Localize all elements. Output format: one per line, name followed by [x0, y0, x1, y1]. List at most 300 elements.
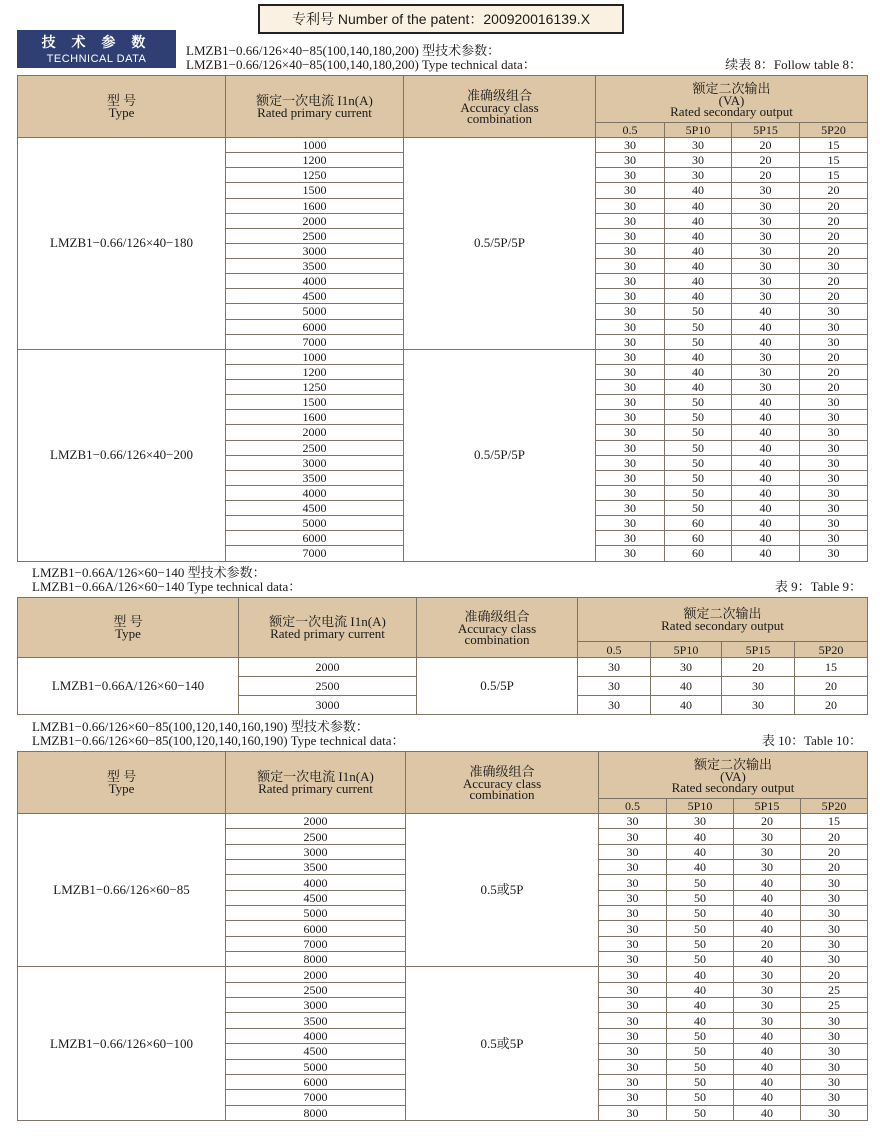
- output-cell: 30: [596, 546, 665, 561]
- output-cell: 30: [599, 875, 667, 890]
- output-cell: 30: [801, 906, 868, 921]
- output-cell: 20: [800, 243, 868, 258]
- current-cell: 1500: [226, 395, 404, 410]
- output-cell: 30: [596, 425, 665, 440]
- current-cell: 8000: [226, 952, 406, 967]
- output-cell: 50: [665, 425, 732, 440]
- output-cell: 30: [599, 844, 667, 859]
- output-cell: 40: [732, 516, 800, 531]
- output-cell: 30: [665, 138, 732, 153]
- header-rated-current: 额定一次电流 I1n(A) Rated primary current: [226, 752, 406, 814]
- current-cell: 1000: [226, 138, 404, 153]
- output-cell: 20: [732, 168, 800, 183]
- current-cell: 2000: [226, 814, 406, 829]
- table-10: [17, 751, 868, 1121]
- output-cell: 50: [667, 1090, 734, 1105]
- table8-caption-zh: LMZB1−0.66/126×40−85(100,140,180,200) 型技术参数：: [186, 43, 501, 58]
- table9-label: 表 9：Table 9：: [774, 579, 862, 594]
- output-cell: 40: [732, 485, 800, 500]
- output-cell: 40: [732, 304, 800, 319]
- output-cell: 40: [665, 289, 732, 304]
- output-cell: 40: [665, 364, 732, 379]
- output-cell: 40: [734, 875, 801, 890]
- current-cell: 3000: [226, 243, 404, 258]
- output-cell: 40: [665, 228, 732, 243]
- current-cell: 5000: [226, 516, 404, 531]
- output-cell: 60: [665, 546, 732, 561]
- output-cell: 25: [801, 982, 868, 997]
- current-cell: 2500: [226, 982, 406, 997]
- header-type: 型 号 Type: [18, 598, 239, 658]
- output-cell: 40: [732, 395, 800, 410]
- header-type: 型 号 Type: [18, 76, 226, 138]
- output-cell: 30: [800, 546, 868, 561]
- output-cell: 40: [667, 982, 734, 997]
- output-cell: 20: [800, 274, 868, 289]
- table-row: [18, 349, 868, 364]
- output-cell: 40: [732, 334, 800, 349]
- output-cell: 50: [667, 1028, 734, 1043]
- output-cell: 30: [801, 936, 868, 951]
- header-col-0-5: 0.5: [596, 123, 665, 138]
- header-rated-output: 额定二次输出 Rated secondary output: [578, 598, 868, 642]
- current-cell: 6000: [226, 1074, 406, 1089]
- output-cell: 20: [734, 814, 801, 829]
- output-cell: 15: [800, 168, 868, 183]
- output-cell: 30: [596, 485, 665, 500]
- output-cell: 30: [800, 516, 868, 531]
- output-cell: 30: [800, 319, 868, 334]
- current-cell: 3500: [226, 470, 404, 485]
- current-cell: 3000: [226, 998, 406, 1013]
- current-cell: 7000: [226, 1090, 406, 1105]
- output-cell: 30: [578, 696, 651, 715]
- output-cell: 40: [734, 1059, 801, 1074]
- output-cell: 40: [732, 455, 800, 470]
- output-cell: 30: [732, 380, 800, 395]
- output-cell: 30: [599, 829, 667, 844]
- output-cell: 30: [732, 259, 800, 274]
- output-cell: 20: [732, 138, 800, 153]
- output-cell: 30: [722, 677, 795, 696]
- output-cell: 40: [665, 380, 732, 395]
- output-cell: 20: [801, 829, 868, 844]
- table-row: [18, 967, 868, 982]
- output-cell: 30: [596, 364, 665, 379]
- output-cell: 20: [800, 349, 868, 364]
- output-cell: 30: [596, 319, 665, 334]
- output-cell: 40: [665, 259, 732, 274]
- current-cell: 2000: [226, 213, 404, 228]
- current-cell: 2500: [239, 677, 417, 696]
- output-cell: 60: [665, 516, 732, 531]
- current-cell: 4000: [226, 274, 404, 289]
- header-rated-output: 额定二次输出 (VA) Rated secondary output: [596, 76, 868, 123]
- output-cell: 20: [795, 696, 868, 715]
- output-cell: 30: [734, 860, 801, 875]
- output-cell: 30: [734, 829, 801, 844]
- output-cell: 30: [722, 696, 795, 715]
- output-cell: 30: [599, 982, 667, 997]
- output-cell: 50: [667, 1074, 734, 1089]
- output-cell: 30: [596, 198, 665, 213]
- output-cell: 30: [734, 1013, 801, 1028]
- output-cell: 50: [665, 319, 732, 334]
- accuracy-cell: 0.5/5P: [417, 658, 578, 715]
- output-cell: 30: [732, 228, 800, 243]
- current-cell: 7000: [226, 936, 406, 951]
- output-cell: 30: [800, 304, 868, 319]
- current-cell: 4500: [226, 501, 404, 516]
- output-cell: 25: [801, 998, 868, 1013]
- current-cell: 4500: [226, 890, 406, 905]
- output-cell: 20: [800, 213, 868, 228]
- output-cell: 20: [800, 380, 868, 395]
- output-cell: 30: [599, 1105, 667, 1120]
- output-cell: 30: [599, 890, 667, 905]
- output-cell: 30: [800, 455, 868, 470]
- output-cell: 30: [800, 410, 868, 425]
- output-cell: 20: [800, 364, 868, 379]
- output-cell: 30: [734, 998, 801, 1013]
- current-cell: 3500: [226, 259, 404, 274]
- current-cell: 3000: [226, 844, 406, 859]
- output-cell: 30: [801, 1090, 868, 1105]
- output-cell: 50: [665, 485, 732, 500]
- output-cell: 30: [599, 1013, 667, 1028]
- output-cell: 30: [578, 658, 651, 677]
- output-cell: 30: [599, 921, 667, 936]
- output-cell: 20: [801, 967, 868, 982]
- output-cell: 20: [795, 677, 868, 696]
- header-accuracy: 准确级组合 Accuracy class combination: [417, 598, 578, 658]
- output-cell: 30: [596, 455, 665, 470]
- output-cell: 30: [596, 531, 665, 546]
- output-cell: 30: [596, 349, 665, 364]
- accuracy-cell: 0.5/5P/5P: [404, 138, 596, 350]
- current-cell: 5000: [226, 304, 404, 319]
- current-cell: 4500: [226, 1044, 406, 1059]
- output-cell: 30: [734, 982, 801, 997]
- output-cell: 30: [732, 274, 800, 289]
- output-cell: 40: [734, 1074, 801, 1089]
- output-cell: 40: [734, 1105, 801, 1120]
- output-cell: 30: [801, 875, 868, 890]
- output-cell: 30: [800, 425, 868, 440]
- header-accuracy: 准确级组合 Accuracy class combination: [404, 76, 596, 138]
- output-cell: 50: [665, 455, 732, 470]
- current-cell: 5000: [226, 906, 406, 921]
- current-cell: 3000: [239, 696, 417, 715]
- current-cell: 1250: [226, 380, 404, 395]
- table-8: [17, 75, 868, 562]
- output-cell: 30: [732, 198, 800, 213]
- output-cell: 15: [800, 153, 868, 168]
- table10-label: 表 10：Table 10：: [761, 733, 862, 748]
- header-rated-output: 额定二次输出 (VA) Rated secondary output: [599, 752, 868, 799]
- header-col-5p10: 5P10: [667, 799, 734, 814]
- accuracy-cell: 0.5/5P/5P: [404, 349, 596, 561]
- current-cell: 3000: [226, 455, 404, 470]
- header-col-0-5: 0.5: [599, 799, 667, 814]
- current-cell: 1600: [226, 198, 404, 213]
- output-cell: 20: [800, 198, 868, 213]
- output-cell: 30: [732, 183, 800, 198]
- output-cell: 40: [665, 183, 732, 198]
- current-cell: 2000: [239, 658, 417, 677]
- output-cell: 30: [801, 890, 868, 905]
- output-cell: 30: [596, 138, 665, 153]
- output-cell: 30: [801, 1013, 868, 1028]
- output-cell: 30: [732, 243, 800, 258]
- current-cell: 5000: [226, 1059, 406, 1074]
- output-cell: 40: [734, 921, 801, 936]
- current-cell: 2500: [226, 440, 404, 455]
- output-cell: 50: [665, 304, 732, 319]
- output-cell: 30: [596, 228, 665, 243]
- output-cell: 50: [665, 410, 732, 425]
- current-cell: 1200: [226, 153, 404, 168]
- header-col-5p10: 5P10: [665, 123, 732, 138]
- output-cell: 30: [596, 289, 665, 304]
- output-cell: 30: [599, 952, 667, 967]
- output-cell: 30: [596, 243, 665, 258]
- current-cell: 2500: [226, 228, 404, 243]
- output-cell: 30: [596, 153, 665, 168]
- badge-title-en: TECHNICAL DATA: [46, 53, 147, 65]
- output-cell: 20: [722, 658, 795, 677]
- output-cell: 40: [732, 470, 800, 485]
- current-cell: 1200: [226, 364, 404, 379]
- type-cell: LMZB1−0.66/126×60−100: [18, 967, 226, 1120]
- accuracy-cell: 0.5或5P: [406, 814, 599, 967]
- output-cell: 30: [596, 274, 665, 289]
- output-cell: 30: [599, 1044, 667, 1059]
- output-cell: 15: [800, 138, 868, 153]
- header-col-0-5: 0.5: [578, 642, 651, 658]
- output-cell: 40: [665, 349, 732, 364]
- current-cell: 4000: [226, 485, 404, 500]
- output-cell: 50: [665, 334, 732, 349]
- output-cell: 20: [801, 844, 868, 859]
- output-cell: 30: [801, 1074, 868, 1089]
- output-cell: 40: [667, 829, 734, 844]
- technical-data-badge: [17, 30, 176, 68]
- output-cell: 30: [801, 1105, 868, 1120]
- table9-caption-en: LMZB1−0.66A/126×60−140 Type technical data：: [32, 579, 302, 594]
- output-cell: 30: [596, 213, 665, 228]
- output-cell: 40: [732, 319, 800, 334]
- current-cell: 4500: [226, 289, 404, 304]
- output-cell: 50: [667, 875, 734, 890]
- type-cell: LMZB1−0.66/126×60−85: [18, 814, 226, 967]
- output-cell: 30: [578, 677, 651, 696]
- output-cell: 30: [665, 153, 732, 168]
- output-cell: 30: [801, 921, 868, 936]
- output-cell: 30: [599, 1074, 667, 1089]
- current-cell: 2000: [226, 967, 406, 982]
- output-cell: 50: [665, 470, 732, 485]
- output-cell: 30: [596, 183, 665, 198]
- header-col-5p20: 5P20: [800, 123, 868, 138]
- output-cell: 50: [667, 952, 734, 967]
- output-cell: 30: [801, 1028, 868, 1043]
- output-cell: 40: [734, 890, 801, 905]
- output-cell: 40: [667, 967, 734, 982]
- type-cell: LMZB1−0.66A/126×60−140: [18, 658, 239, 715]
- current-cell: 1000: [226, 349, 404, 364]
- output-cell: 30: [667, 814, 734, 829]
- output-cell: 30: [800, 531, 868, 546]
- output-cell: 30: [596, 304, 665, 319]
- output-cell: 30: [800, 395, 868, 410]
- output-cell: 40: [651, 677, 722, 696]
- output-cell: 30: [801, 952, 868, 967]
- current-cell: 7000: [226, 546, 404, 561]
- header-col-5p20: 5P20: [795, 642, 868, 658]
- header-col-5p15: 5P15: [732, 123, 800, 138]
- output-cell: 30: [734, 967, 801, 982]
- output-cell: 30: [599, 967, 667, 982]
- output-cell: 50: [667, 890, 734, 905]
- output-cell: 50: [665, 501, 732, 516]
- table8-label: 续表 8：Follow table 8：: [725, 57, 862, 72]
- output-cell: 20: [800, 289, 868, 304]
- output-cell: 20: [734, 936, 801, 951]
- output-cell: 30: [596, 380, 665, 395]
- output-cell: 40: [667, 1013, 734, 1028]
- output-cell: 30: [599, 1028, 667, 1043]
- header-accuracy: 准确级组合 Accuracy class combination: [406, 752, 599, 814]
- current-cell: 6000: [226, 531, 404, 546]
- output-cell: 40: [734, 1044, 801, 1059]
- current-cell: 1600: [226, 410, 404, 425]
- output-cell: 30: [734, 844, 801, 859]
- output-cell: 30: [800, 259, 868, 274]
- header-col-5p15: 5P15: [722, 642, 795, 658]
- output-cell: 40: [665, 198, 732, 213]
- output-cell: 30: [596, 440, 665, 455]
- output-cell: 20: [800, 183, 868, 198]
- output-cell: 40: [732, 410, 800, 425]
- output-cell: 50: [665, 395, 732, 410]
- badge-title-zh: 技 术 参 数: [41, 34, 152, 50]
- table9-caption-zh: LMZB1−0.66A/126×60−140 型技术参数：: [32, 565, 266, 580]
- output-cell: 50: [667, 1105, 734, 1120]
- output-cell: 30: [800, 485, 868, 500]
- output-cell: 30: [599, 1059, 667, 1074]
- output-cell: 30: [599, 860, 667, 875]
- output-cell: 30: [651, 658, 722, 677]
- output-cell: 40: [734, 1028, 801, 1043]
- header-rated-current: 额定一次电流 I1n(A) Rated primary current: [239, 598, 417, 658]
- output-cell: 30: [732, 213, 800, 228]
- current-cell: 7000: [226, 334, 404, 349]
- table-9: [17, 597, 868, 715]
- output-cell: 30: [596, 168, 665, 183]
- output-cell: 30: [732, 289, 800, 304]
- output-cell: 40: [734, 906, 801, 921]
- output-cell: 40: [734, 952, 801, 967]
- accuracy-cell: 0.5或5P: [406, 967, 599, 1120]
- output-cell: 40: [665, 274, 732, 289]
- output-cell: 50: [667, 1059, 734, 1074]
- output-cell: 30: [599, 1090, 667, 1105]
- output-cell: 20: [732, 153, 800, 168]
- output-cell: 30: [599, 936, 667, 951]
- current-cell: 2500: [226, 829, 406, 844]
- output-cell: 30: [596, 334, 665, 349]
- output-cell: 40: [732, 425, 800, 440]
- current-cell: 6000: [226, 319, 404, 334]
- output-cell: 20: [801, 860, 868, 875]
- output-cell: 30: [801, 1059, 868, 1074]
- header-type: 型 号 Type: [18, 752, 226, 814]
- patent-number: 专利号 Number of the patent：200920016139.X: [258, 4, 624, 34]
- output-cell: 60: [665, 531, 732, 546]
- header-col-5p20: 5P20: [801, 799, 868, 814]
- output-cell: 30: [599, 906, 667, 921]
- output-cell: 50: [667, 906, 734, 921]
- output-cell: 40: [732, 501, 800, 516]
- output-cell: 30: [800, 501, 868, 516]
- output-cell: 30: [596, 516, 665, 531]
- current-cell: 4000: [226, 1028, 406, 1043]
- current-cell: 3500: [226, 860, 406, 875]
- output-cell: 30: [800, 334, 868, 349]
- output-cell: 40: [734, 1090, 801, 1105]
- output-cell: 40: [667, 860, 734, 875]
- current-cell: 6000: [226, 921, 406, 936]
- output-cell: 30: [800, 440, 868, 455]
- current-cell: 3500: [226, 1013, 406, 1028]
- header-col-5p15: 5P15: [734, 799, 801, 814]
- output-cell: 30: [599, 998, 667, 1013]
- current-cell: 1250: [226, 168, 404, 183]
- output-cell: 30: [596, 395, 665, 410]
- current-cell: 4000: [226, 875, 406, 890]
- table-row: [18, 814, 868, 829]
- output-cell: 50: [665, 440, 732, 455]
- type-cell: LMZB1−0.66/126×40−180: [18, 138, 226, 350]
- output-cell: 50: [667, 1044, 734, 1059]
- output-cell: 40: [732, 546, 800, 561]
- output-cell: 40: [665, 213, 732, 228]
- output-cell: 40: [732, 440, 800, 455]
- output-cell: 50: [667, 936, 734, 951]
- output-cell: 40: [665, 243, 732, 258]
- output-cell: 30: [732, 349, 800, 364]
- output-cell: 30: [596, 259, 665, 274]
- table8-caption-en: LMZB1−0.66/126×40−85(100,140,180,200) Type technical data：: [186, 57, 536, 72]
- output-cell: 20: [800, 228, 868, 243]
- table-row: [18, 658, 868, 677]
- output-cell: 15: [795, 658, 868, 677]
- output-cell: 40: [732, 531, 800, 546]
- output-cell: 40: [667, 998, 734, 1013]
- output-cell: 30: [800, 470, 868, 485]
- output-cell: 50: [667, 921, 734, 936]
- output-cell: 30: [665, 168, 732, 183]
- table-row: [18, 138, 868, 153]
- output-cell: 30: [599, 814, 667, 829]
- output-cell: 30: [596, 410, 665, 425]
- header-col-5p10: 5P10: [651, 642, 722, 658]
- output-cell: 40: [651, 696, 722, 715]
- output-cell: 40: [667, 844, 734, 859]
- header-rated-current: 额定一次电流 I1n(A) Rated primary current: [226, 76, 404, 138]
- output-cell: 15: [801, 814, 868, 829]
